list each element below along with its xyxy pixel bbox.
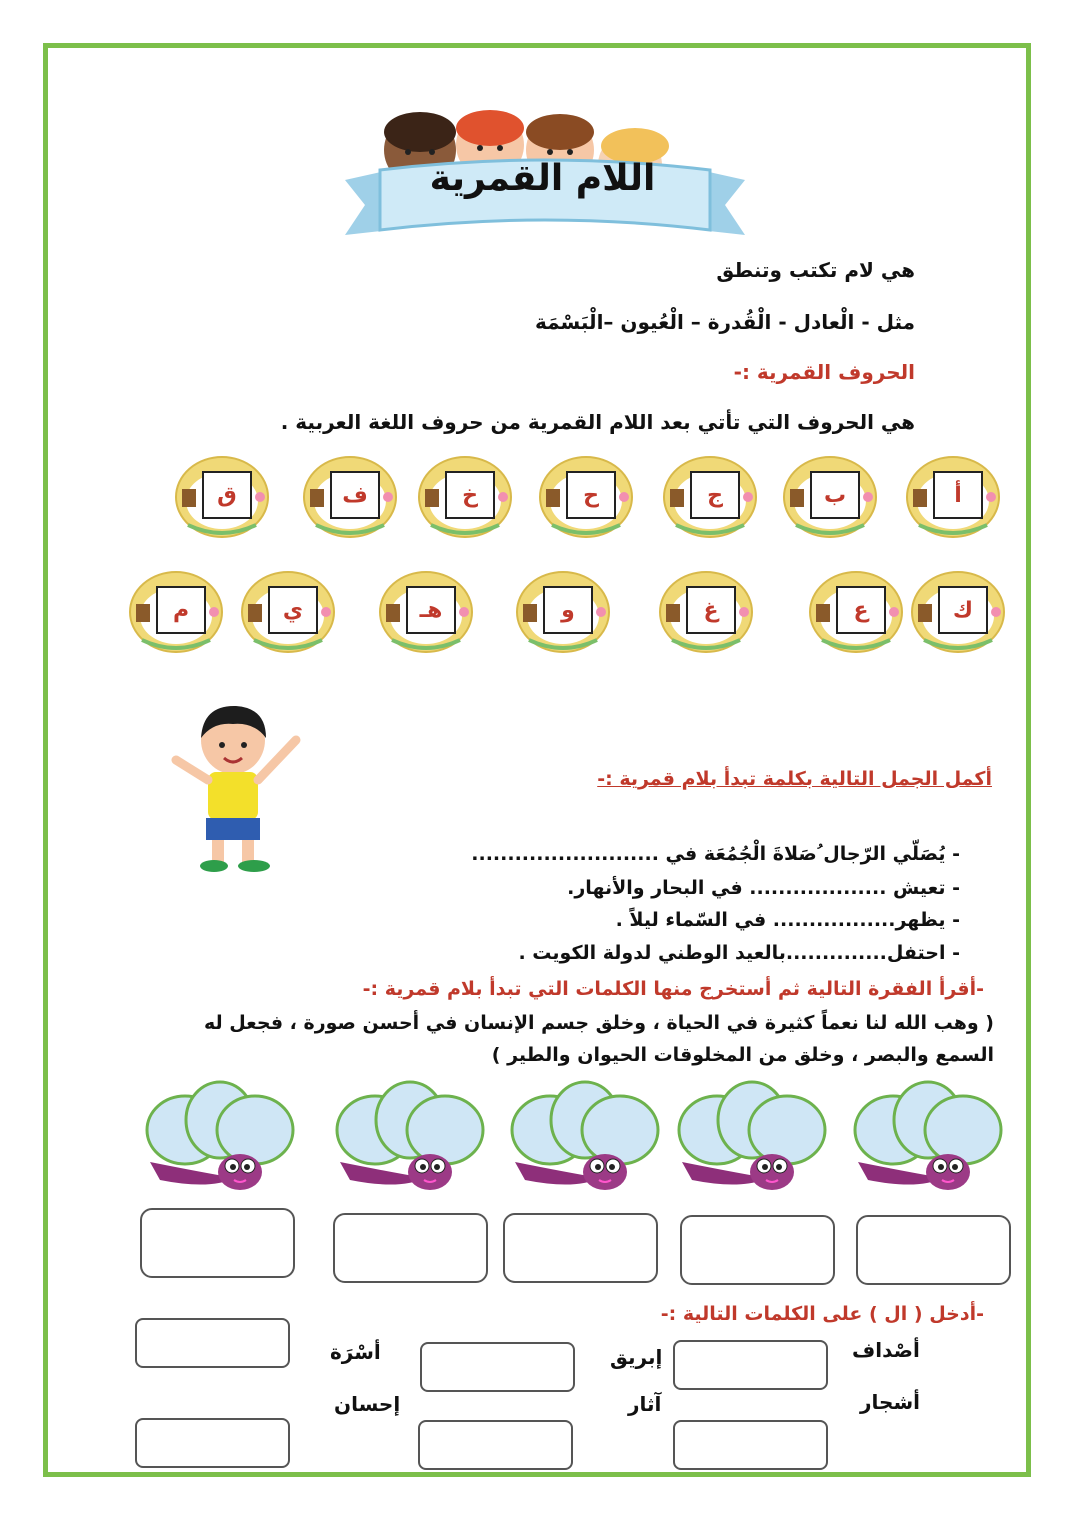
letter-box: ح [566, 471, 616, 519]
sentence-3: - يظهر................. في السّماء ليلاً . [615, 909, 960, 931]
write-box-ihsan[interactable] [135, 1418, 290, 1468]
exercise2-heading: -أقرأ الفقرة التالية ثم أستخرج منها الكلمات التي تبدأ بلام قمرية :- [362, 978, 984, 1000]
letter-box: ب [810, 471, 860, 519]
write-box-asdaf[interactable] [673, 1340, 828, 1390]
answer-box-5[interactable] [140, 1208, 295, 1278]
letter-frame-icon [782, 455, 878, 539]
word-ashjar: أشجار [860, 1390, 920, 1414]
sentence-4: - احتفل..............بالعيد الوطني لدولة الكويت . [518, 942, 960, 964]
write-box-usra[interactable] [135, 1318, 290, 1368]
letter-frame-icon [302, 455, 398, 539]
letter-frame-icon [538, 455, 634, 539]
answer-box-1[interactable] [856, 1215, 1011, 1285]
dragonfly-icon [848, 1080, 1008, 1205]
dragonfly-icon [672, 1080, 832, 1205]
letter-frame-icon [240, 570, 336, 654]
page-title: اللام القمرية [429, 158, 656, 199]
word-ihsan: إحسان [334, 1392, 401, 1416]
answer-box-4[interactable] [333, 1213, 488, 1283]
letter-frame-icon [515, 570, 611, 654]
answer-box-2[interactable] [680, 1215, 835, 1285]
exercise1-heading: أكمل الجمل التالية بكلمة تبدأ بلام قمرية :- [597, 768, 992, 790]
letter-box: أ [933, 471, 983, 519]
letter-frame-icon [910, 570, 1006, 654]
exercise3-heading: -أدخل ( ال ) على الكلمات التالية :- [660, 1303, 984, 1325]
definition-text: هي لام تكتب وتنطق [716, 258, 915, 282]
letter-box: خ [445, 471, 495, 519]
paragraph-line-2: السمع والبصر ، وخلق من المخلوقات الحيوان والطير ) [491, 1044, 994, 1066]
dragonfly-icon [330, 1080, 490, 1205]
letter-box: هـ [406, 586, 456, 634]
letter-frame-icon [417, 455, 513, 539]
letter-frame-icon [662, 455, 758, 539]
letter-frame-icon [378, 570, 474, 654]
letter-box: و [543, 586, 593, 634]
letter-box: ق [202, 471, 252, 519]
word-usra: أسْرَة [330, 1340, 381, 1364]
sentence-1: - يُصَلّي الرّجال ُصَلاةَ الْجُمُعَة في .......................... [471, 843, 960, 865]
sentence-2: - تعيش ................... في البحار والأنهار. [567, 877, 960, 899]
boy-illustration [158, 700, 308, 875]
dragonfly-icon [505, 1080, 665, 1205]
write-box-athar[interactable] [418, 1420, 573, 1470]
word-ibreeq: إبريق [610, 1345, 663, 1369]
letter-box: ع [836, 586, 886, 634]
letters-heading: الحروف القمرية :- [733, 360, 915, 384]
answer-box-3[interactable] [503, 1213, 658, 1283]
letter-frame-icon [658, 570, 754, 654]
dragonfly-icon [140, 1080, 300, 1205]
letter-box: م [156, 586, 206, 634]
letter-frame-icon [174, 455, 270, 539]
word-athar: آثار [628, 1392, 662, 1416]
letter-frame-icon [905, 455, 1001, 539]
letter-box: غ [686, 586, 736, 634]
letter-box: ك [938, 586, 988, 634]
letter-box: ج [690, 471, 740, 519]
word-asdaf: أصْداف [852, 1338, 920, 1362]
letter-frame-icon [808, 570, 904, 654]
letters-description: هي الحروف التي تأتي بعد اللام القمرية من حروف اللغة العربية . [280, 410, 915, 434]
letter-box: ف [330, 471, 380, 519]
examples-text: مثل - الْعادل - الْقُدرة – الْعُيون –الْبَسْمَة [535, 310, 915, 334]
write-box-ibreeq[interactable] [420, 1342, 575, 1392]
letter-frame-icon [128, 570, 224, 654]
write-box-ashjar[interactable] [673, 1420, 828, 1470]
letter-box: ي [268, 586, 318, 634]
paragraph-line-1: ( وهب الله لنا نعماً كثيرة في الحياة ، وخلق جسم الإنسان في أحسن صورة ، فجعل له [203, 1012, 994, 1034]
